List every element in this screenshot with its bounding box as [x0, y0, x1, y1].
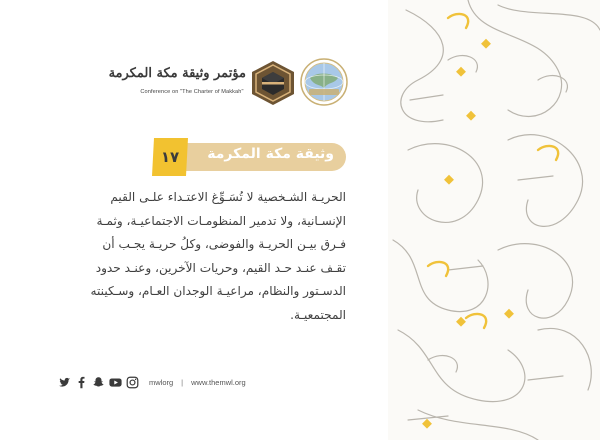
youtube-icon[interactable] [109, 376, 122, 389]
calligraphy-art [388, 0, 600, 440]
kaaba-emblem-icon [250, 60, 296, 106]
calligraphy-panel [388, 0, 600, 440]
article-line: المجتمعيـة. [290, 307, 346, 322]
header-logos [108, 58, 348, 110]
page-title: وثيقة مكة المكرمة [207, 146, 334, 162]
article-line: الدسـتور والنظام، مراعيـة الوجدان العـام، وسـكينته [90, 284, 346, 299]
footer-separator: | [181, 377, 184, 387]
mwl-emblem-icon [300, 58, 348, 106]
article-line: الحريـة الشـخصية لا تُسَـوِّغ الاعتـداء علـى القيم [110, 190, 346, 204]
article-number: ١٧ [160, 148, 180, 166]
article-number-badge [148, 138, 192, 176]
social-links [58, 376, 139, 389]
social-handle[interactable]: mwlorg [149, 377, 174, 387]
twitter-icon[interactable] [58, 376, 71, 389]
website-link[interactable]: www.themwl.org [191, 377, 246, 387]
article-body [58, 186, 346, 328]
conference-logo-arabic: مؤتمر وثيقة مكة المكرمة [108, 66, 246, 81]
article-line: تقـف عنـد حـد القيم، وحريات الآخرين، وعنـد حدود [95, 260, 346, 275]
facebook-icon[interactable] [75, 376, 88, 389]
conference-logo-english: Conference on "The Charter of Makkah" [140, 89, 244, 95]
article-line: الإنسـانية، ولا تدمير المنظومـات الاجتماعيـة، وثمـة [96, 213, 346, 228]
snapchat-icon[interactable] [92, 376, 105, 389]
article-line: فـرق بيـن الحريـة والفوضى، وكلُ حريـة يجـب أن [102, 237, 346, 252]
instagram-icon[interactable] [126, 376, 139, 389]
conference-logo [108, 62, 246, 106]
title-banner [178, 143, 346, 171]
footer [58, 372, 358, 392]
